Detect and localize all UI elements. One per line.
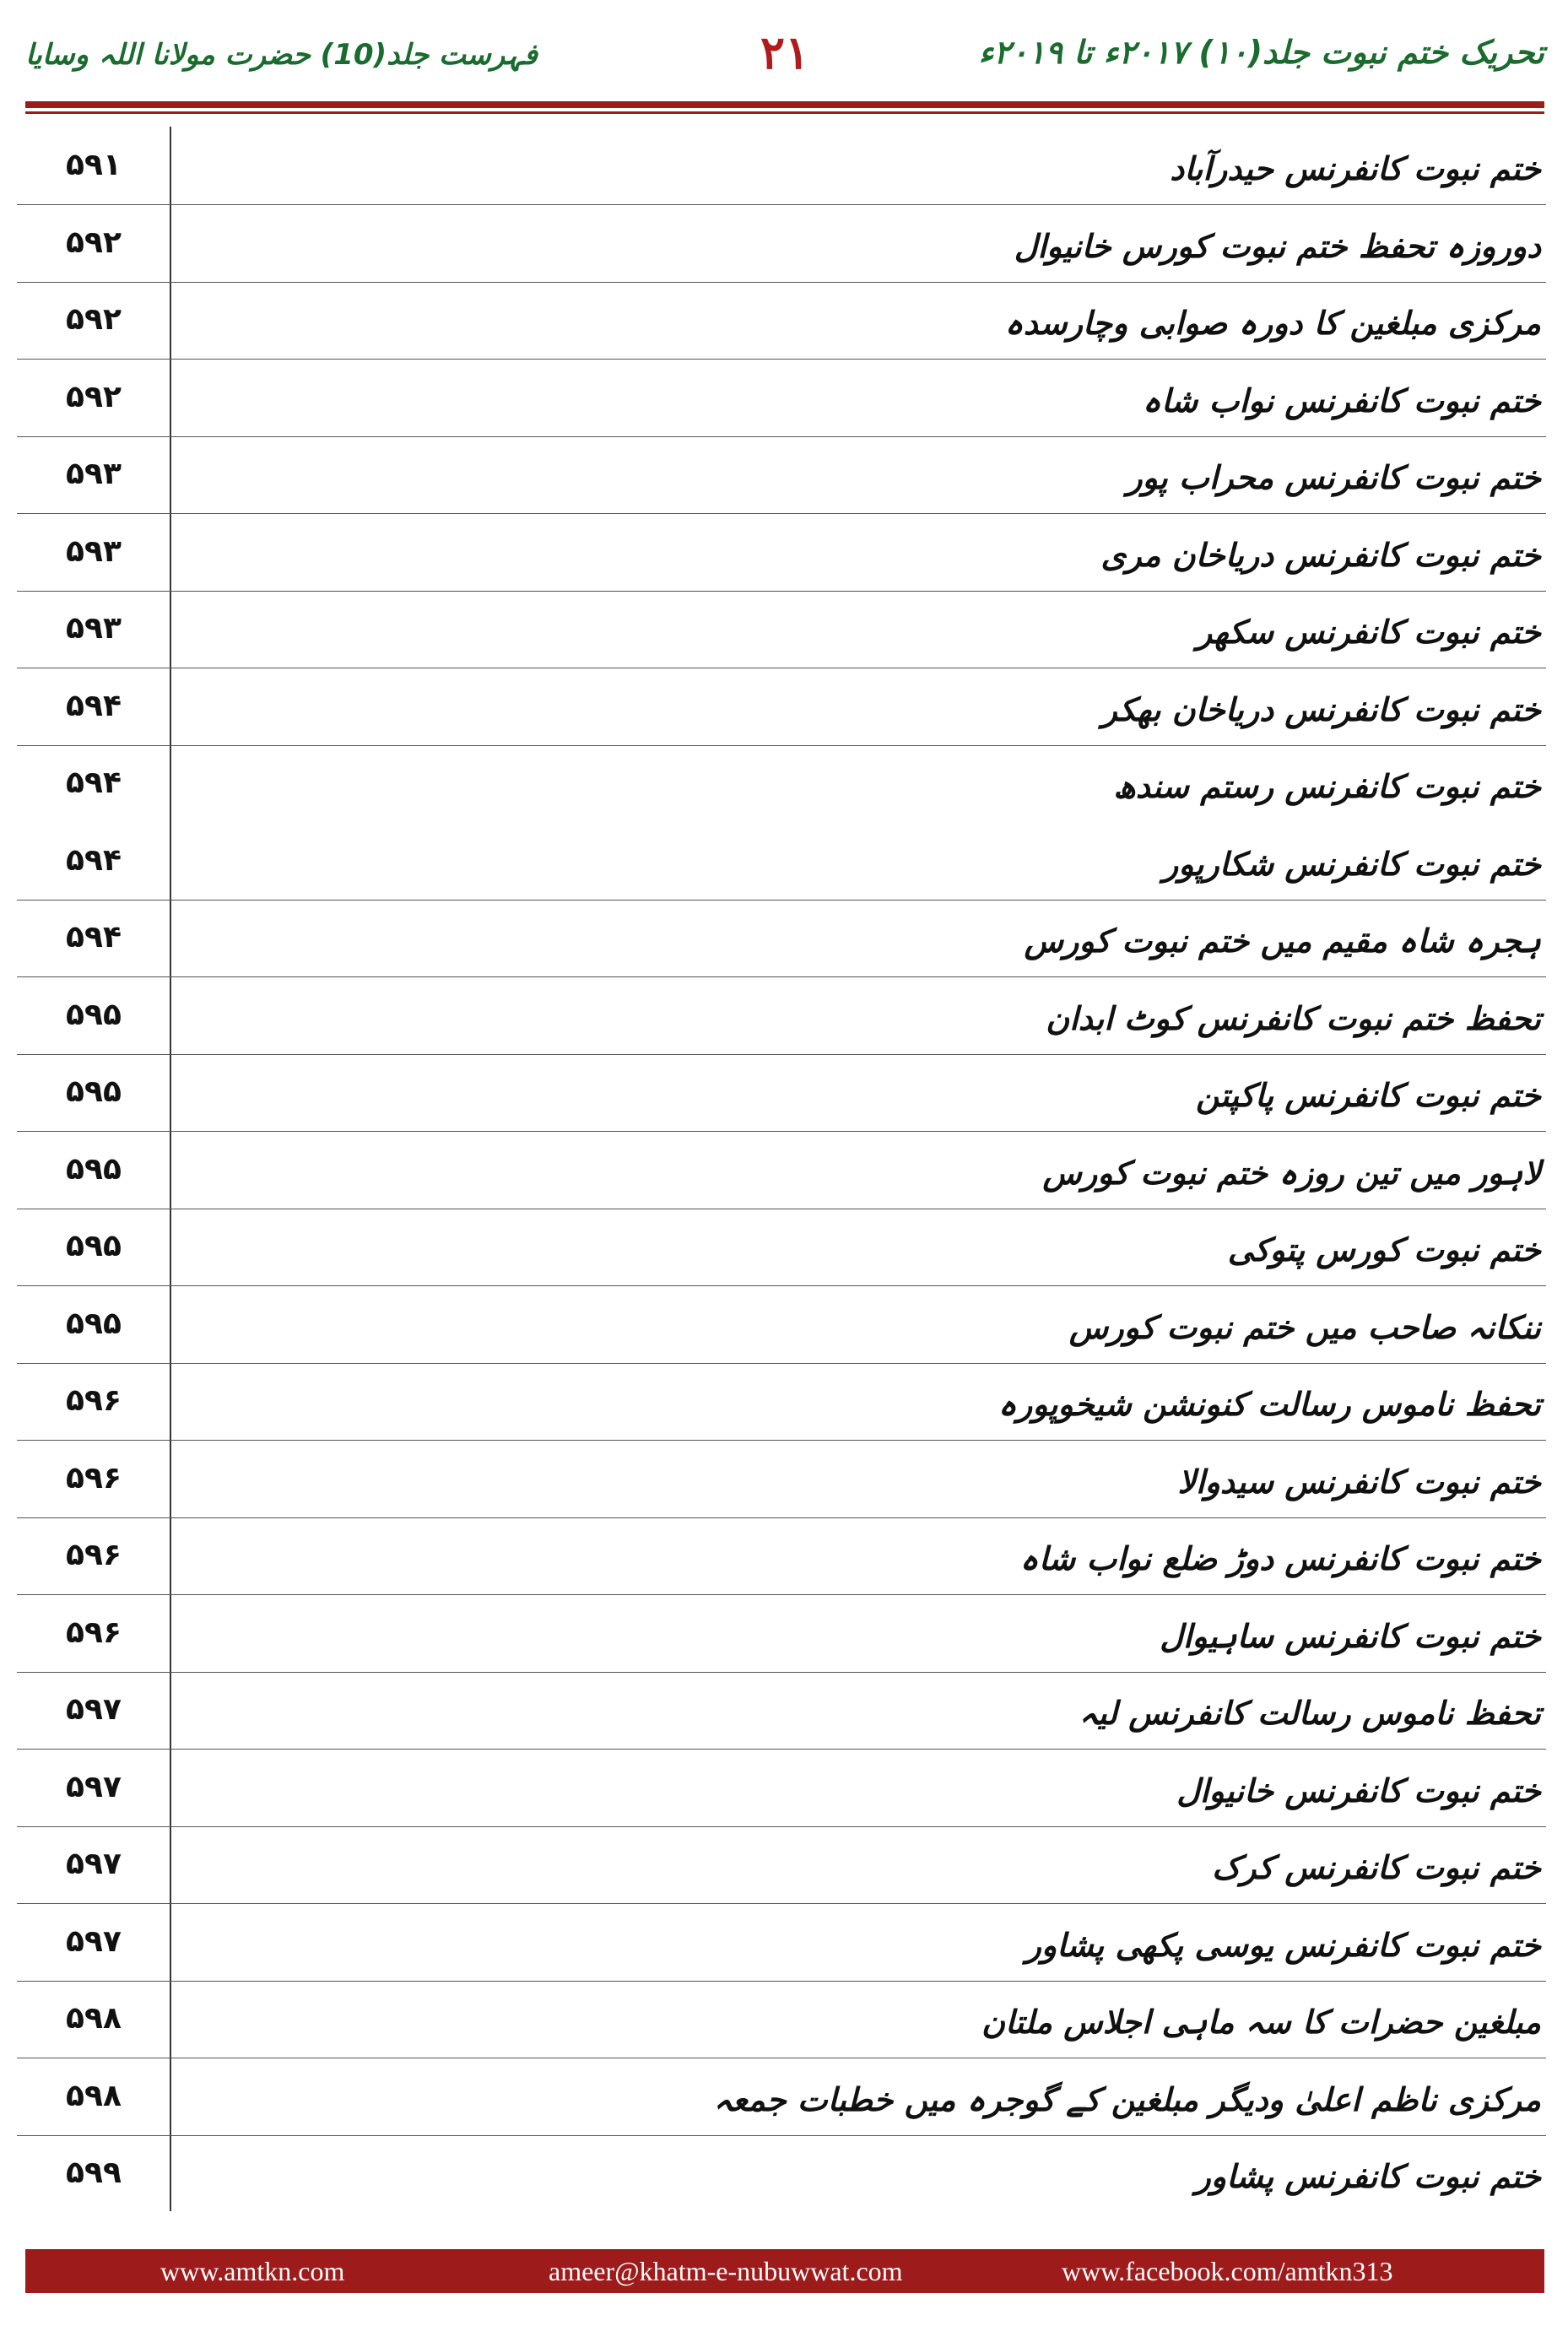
toc-row <box>17 1749 1546 1827</box>
toc-page-number: ۵۹۸ <box>66 2001 122 2036</box>
toc-page-number: ۵۹۱ <box>66 148 122 182</box>
toc-entry-title: تحفظ ختم نبوت کانفرنس کوٹ ابدان <box>1046 999 1541 1037</box>
toc-page-number: ۵۹۹ <box>66 2155 122 2190</box>
toc-row <box>17 1594 1546 1673</box>
toc-entry-title: مرکزی مبلغین کا دورہ صوابی وچارسدہ <box>1004 305 1541 342</box>
toc-page-number: ۵۹۶ <box>66 1383 122 1418</box>
toc-page-number: ۵۹۳ <box>66 533 122 569</box>
toc-entry-title: ختم نبوت کانفرنس دوڑ ضلع نواب شاہ <box>1019 1540 1541 1577</box>
toc-page-number: ۵۹۶ <box>66 1615 122 1650</box>
toc-row <box>17 1053 1546 1132</box>
toc-row <box>17 2134 1546 2212</box>
toc-entry-title: ختم نبوت کانفرنس سکھر <box>1196 614 1541 651</box>
toc-page-number: ۵۹۵ <box>66 1151 122 1187</box>
toc-page-number: ۵۹۶ <box>66 1538 122 1572</box>
toc-row <box>17 1362 1546 1441</box>
toc-entry-title: تحفظ ناموس رسالت کنونشن شیخوپورہ <box>998 1386 1541 1423</box>
toc-page-number: ۵۹۷ <box>66 1769 122 1804</box>
toc-row <box>17 513 1546 592</box>
header-rule-thick <box>25 101 1544 108</box>
toc-entry-title: ختم نبوت کانفرنس خانیوال <box>1176 1771 1541 1809</box>
toc-row <box>17 1208 1546 1286</box>
toc-page-number: ۵۹۲ <box>66 379 122 414</box>
toc-row <box>17 1671 1546 1750</box>
toc-page-number: ۵۹۳ <box>66 457 122 491</box>
toc-row <box>17 435 1546 514</box>
toc-entry-title: ختم نبوت کانفرنس کرک <box>1212 1849 1541 1886</box>
toc-entry-title: ختم نبوت کانفرنس پاکپتن <box>1196 1077 1541 1114</box>
toc-page-number: ۵۹۳ <box>66 611 122 646</box>
toc-row <box>17 1517 1546 1595</box>
toc-row <box>17 976 1546 1055</box>
toc-entry-title: ننکانہ صاحب میں ختم نبوت کورس <box>1068 1308 1541 1346</box>
toc-entry-title: ختم نبوت کانفرنس حیدرآباد <box>1170 150 1541 187</box>
toc-page-number: ۵۹۷ <box>66 1692 122 1727</box>
toc-page-number: ۵۹۴ <box>66 765 122 800</box>
toc-entry-title: مرکزی ناظم اعلیٰ ودیگر مبلغین کے گوجرہ میں خطبات جمعہ <box>713 2080 1541 2118</box>
toc-page-number: ۵۹۴ <box>66 688 122 723</box>
toc-row <box>17 1440 1546 1518</box>
website-link[interactable]: www.amtkn.com <box>160 2256 345 2286</box>
toc-page-number: ۵۹۴ <box>66 920 122 955</box>
toc-page-number: ۵۹۵ <box>66 997 122 1032</box>
toc-entry-title: دوروزہ تحفظ ختم نبوت کورس خانیوال <box>1014 227 1541 265</box>
toc-entry-title: تحفظ ناموس رسالت کانفرنس لیہ <box>1079 1695 1541 1732</box>
toc-row <box>17 590 1546 668</box>
toc-row <box>17 1285 1546 1364</box>
page-number: ۲۱ <box>760 25 809 79</box>
toc-entry-title: ختم نبوت کانفرنس دریاخان بھکر <box>1101 690 1541 728</box>
toc-page-number: ۵۹۵ <box>66 1306 122 1341</box>
toc-row <box>17 2058 1546 2136</box>
toc-entry-title: مبلغین حضرات کا سہ ماہی اجلاس ملتان <box>981 2004 1541 2041</box>
toc-row <box>17 822 1546 901</box>
header-rule-thin <box>25 111 1544 114</box>
page-footer <box>25 2249 1544 2293</box>
table-of-contents <box>17 127 1546 2211</box>
toc-page-number: ۵۹۷ <box>66 1923 122 1959</box>
toc-row <box>17 744 1546 822</box>
book-title: تحریک ختم نبوت جلد(۱۰) ۲۰۱۷ء تا ۲۰۱۹ء <box>978 34 1544 71</box>
toc-page-number: ۵۹۵ <box>66 1229 122 1263</box>
toc-row <box>17 1825 1546 1904</box>
toc-entry-title: ختم نبوت کانفرنس شکارپور <box>1162 845 1541 883</box>
toc-row <box>17 204 1546 283</box>
toc-entry-title: ختم نبوت کانفرنس رستم سندھ <box>1113 768 1541 805</box>
facebook-link[interactable]: www.facebook.com/amtkn313 <box>1062 2256 1393 2286</box>
toc-page-number: ۵۹۵ <box>66 1074 122 1109</box>
toc-entry-title: ختم نبوت کانفرنس یوسی پکھی پشاور <box>1025 1926 1541 1964</box>
toc-entry-title: ہجرہ شاہ مقیم میں ختم نبوت کورس <box>1024 922 1541 960</box>
toc-entry-title: ختم نبوت کانفرنس سیدوالا <box>1177 1463 1541 1501</box>
toc-row <box>17 1131 1546 1209</box>
toc-page-number: ۵۹۴ <box>66 842 122 878</box>
toc-page-number: ۵۹۲ <box>66 224 122 260</box>
index-title: فہرست جلد(10) حضرت مولانا اللہ وسایا <box>25 38 538 72</box>
toc-row <box>17 1903 1546 1982</box>
toc-row <box>17 899 1546 977</box>
toc-page-number: ۵۹۲ <box>66 302 122 337</box>
toc-row <box>17 127 1546 205</box>
toc-page-number: ۵۹۸ <box>66 2078 122 2113</box>
toc-page-number: ۵۹۷ <box>66 1847 122 1881</box>
toc-entry-title: لاہور میں تین روزہ ختم نبوت کورس <box>1042 1154 1541 1192</box>
toc-entry-title: ختم نبوت کانفرنس دریاخان مری <box>1100 536 1541 574</box>
email-link[interactable]: ameer@khatm-e-nubuwwat.com <box>549 2256 903 2286</box>
toc-row <box>17 1980 1546 2058</box>
toc-entry-title: ختم نبوت کورس پتوکی <box>1227 1231 1541 1268</box>
toc-row <box>17 359 1546 437</box>
toc-row <box>17 668 1546 746</box>
toc-entry-title: ختم نبوت کانفرنس نواب شاہ <box>1142 381 1541 419</box>
toc-row <box>17 281 1546 360</box>
page-header <box>25 25 1544 101</box>
toc-entry-title: ختم نبوت کانفرنس پشاور <box>1195 2158 1541 2195</box>
toc-entry-title: ختم نبوت کانفرنس ساہیوال <box>1160 1617 1541 1655</box>
toc-entry-title: ختم نبوت کانفرنس محراب پور <box>1127 459 1541 496</box>
toc-page-number: ۵۹۶ <box>66 1460 122 1496</box>
